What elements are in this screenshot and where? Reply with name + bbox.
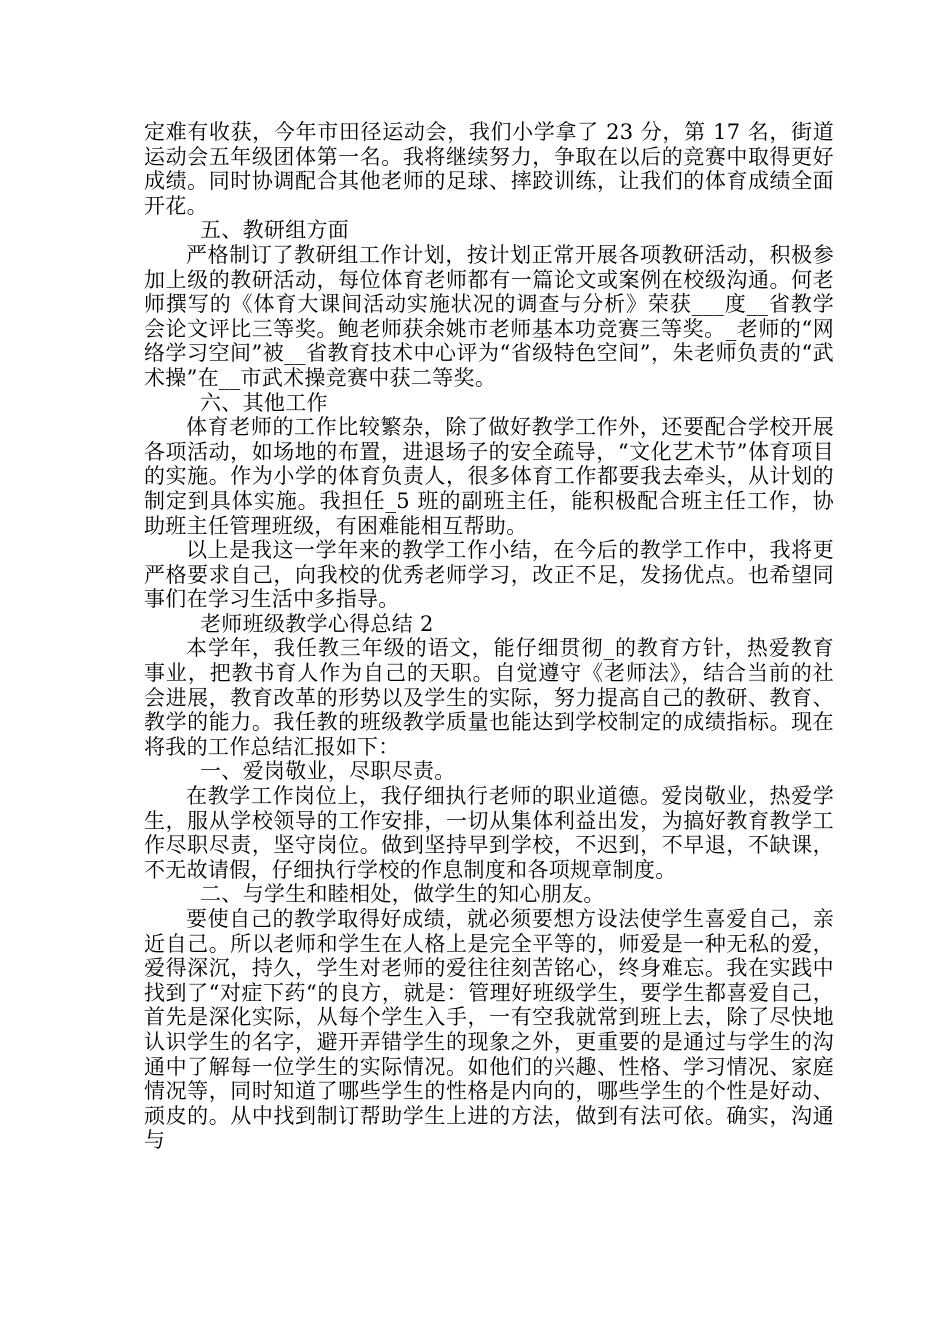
- section-heading-students: 二、与学生和睦相处，做学生的知心朋友。: [200, 882, 605, 907]
- paragraph-other-work: 体育老师的工作比较繁杂，除了做好教学工作外，还要配合学校开展各项活动，如场地的布置，进退场子的安全疏导，“文化艺术节”体育项目的实施。作为小学的体育负责人，很多体育工作都要我去牵头，从计划的制定到具体实施。我担任_5 班的副班主任，能积极配合班主任工作，协助班主任管理班级，有困难能相互帮助。: [144, 415, 834, 538]
- document-page: [144, 120, 834, 1153]
- paragraph-students: 要使自己的教学取得好成绩，就必须要想方设法使学生喜爱自己，亲近自己。所以老师和学生在人格上是完全平等的，师爱是一种无私的爱，爱得深沉，持久，学生对老师的爱往往刻苦铭心，终身难忘。我在实践中找到了“对症下药“的良方，就是：管理好班级学生，要学生都喜爱自己，首先是深化实际，从每个学生入手，一有空我就常到班上去，除了尽快地认识学生的名字，避开弄错学生的现象之外，更重要的是通过与学生的沟通中了解每一位学生的实际情况。如他们的兴趣、性格、学习情况、家庭情况等，同时知道了哪些学生的性格是内向的，哪些学生的个性是好动、顽皮的。从中找到制订帮助学生上进的方法，做到有法可依。确实，沟通与: [144, 907, 834, 1153]
- paragraph-continuation: 定难有收获，今年市田径运动会，我们小学拿了 23 分，第 17 名，街道运动会五年级团体第一名。我将继续努力，争取在以后的竞赛中取得更好成绩。同时协调配合其他老师的足球、摔跤训练，让我们的体育成绩全面开花。: [144, 120, 834, 218]
- section-heading-dedication: 一、爱岗敬业，尽职尽责。: [200, 759, 456, 784]
- paragraph-conclusion: 以上是我这一学年来的教学工作小结，在今后的教学工作中，我将更严格要求自己，向我校的优秀老师学习，改正不足，发扬优点。也希望同事们在学习生活中多指导。: [144, 538, 834, 612]
- section-heading-teaching-research: 五、教研组方面: [200, 218, 350, 243]
- article-title-2: 老师班级教学心得总结 2: [200, 611, 434, 636]
- paragraph-teaching-research: 严格制订了教研组工作计划，按计划正常开展各项教研活动，积极参加上级的教研活动，每位体育老师都有一篇论文或案例在校级沟通。何老师撰写的《体育大课间活动实施状况的调查与分析》荣获___度__省教学会论文评比三等奖。鲍老师获余姚市老师基本功竞赛三等奖。_老师的“网络学习空间”被__省教育技术中心评为“省级特色空间”，朱老师负责的“武术操”在__市武术操竞赛中获二等奖。: [144, 242, 834, 390]
- section-heading-other-work: 六、其他工作: [200, 390, 328, 415]
- paragraph-dedication: 在教学工作岗位上，我仔细执行老师的职业道德。爱岗敬业，热爱学生，服从学校领导的工作安排，一切从集体利益出发，为搞好教育教学工作尽职尽责，坚守岗位。做到坚持早到学校，不迟到，不早退，不缺课，不无故请假，仔细执行学校的作息制度和各项规章制度。: [144, 784, 834, 882]
- paragraph-intro: 本学年，我任教三年级的语文，能仔细贯彻_的教育方针，热爱教育事业，把教书育人作为自己的天职。自觉遵守《老师法》，结合当前的社会进展，教育改革的形势以及学生的实际，努力提高自己的教研、教育、教学的能力。我任教的班级教学质量也能达到学校制定的成绩指标。现在将我的工作总结汇报如下：: [144, 636, 834, 759]
